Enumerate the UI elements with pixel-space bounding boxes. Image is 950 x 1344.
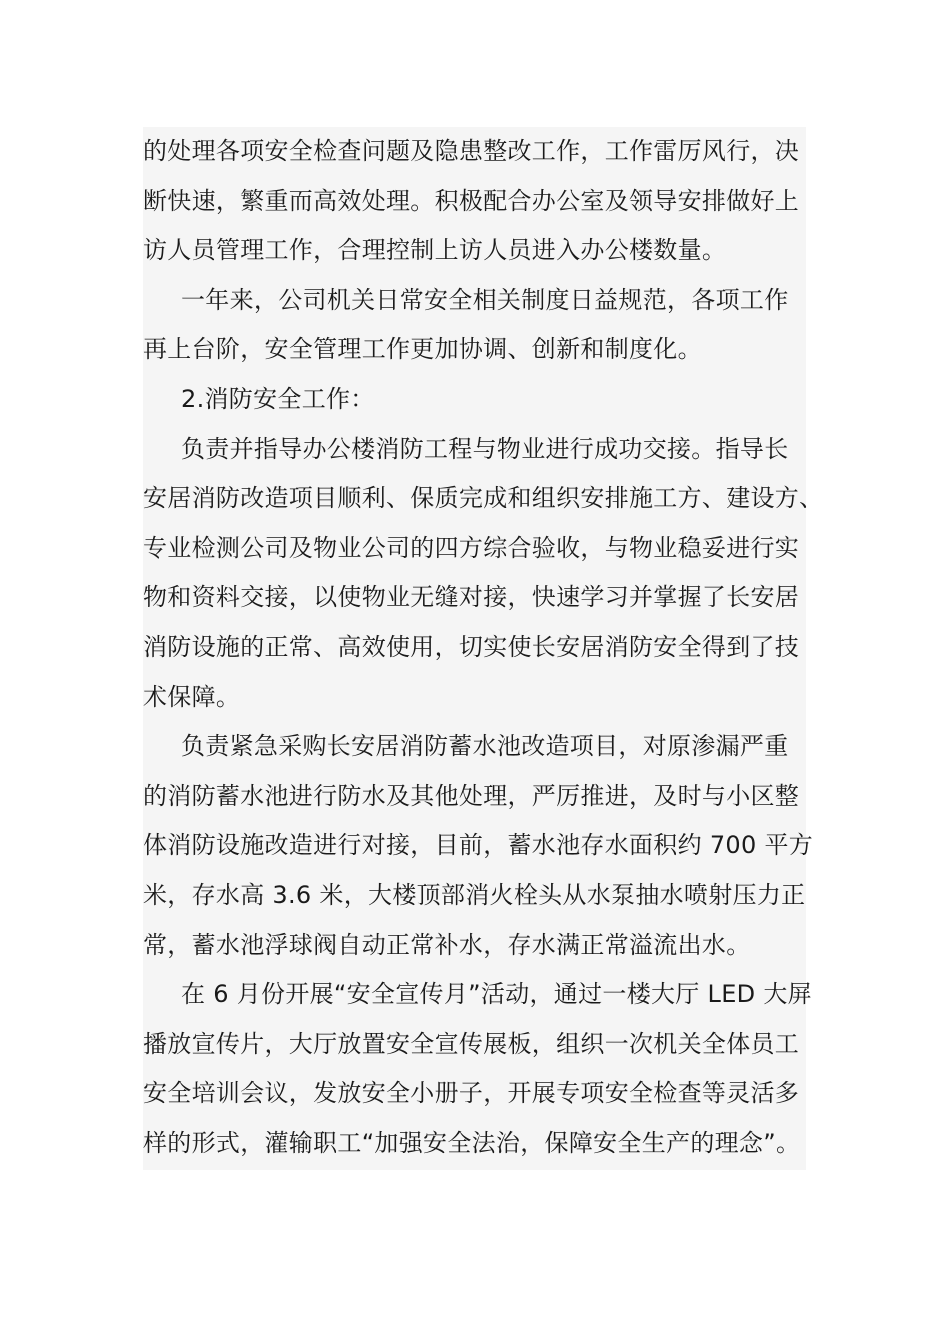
text-line: 访人员管理工作，合理控制上访人员进入办公楼数量。 xyxy=(143,236,727,265)
text-line: 2.消防安全工作： xyxy=(181,385,375,413)
text-line: 的消防蓄水池进行防水及其他处理，严厉推进，及时与小区整 xyxy=(143,781,800,810)
text-line: 术保障。 xyxy=(143,682,241,711)
text-line: 负责紧急采购长安居消防蓄水池改造项目，对原渗漏严重 xyxy=(181,732,789,761)
text-line: 样的形式，灌输职工“加强安全法治，保障安全生产的理念”。 xyxy=(143,1129,801,1157)
text-line: 体消防设施改造进行对接，目前，蓄水池存水面积约 700 平方 xyxy=(143,831,814,860)
text-line: 物和资料交接，以使物业无缝对接，快速学习并掌握了长安居 xyxy=(143,583,800,612)
text-line: 常，蓄水池浮球阀自动正常补水，存水满正常溢流出水。 xyxy=(143,930,751,959)
text-line: 的处理各项安全检查问题及隐患整改工作，工作雷厉风行，决 xyxy=(143,137,800,165)
text-line: 负责并指导办公楼消防工程与物业进行成功交接。指导长 xyxy=(181,434,789,463)
text-line: 一年来，公司机关日常安全相关制度日益规范，各项工作 xyxy=(181,285,789,314)
body-text-block xyxy=(143,127,824,1170)
text-line: 播放宣传片，大厅放置安全宣传展板，组织一次机关全体员工 xyxy=(143,1029,800,1058)
text-line: 在 6 月份开展“安全宣传月”活动，通过一楼大厅 LED 大屏 xyxy=(181,980,812,1009)
text-line: 再上台阶，安全管理工作更加协调、创新和制度化。 xyxy=(143,335,702,364)
text-line: 安居消防改造项目顺利、保质完成和组织安排施工方、建设方、 xyxy=(143,484,824,513)
text-line: 米，存水高 3.6 米，大楼顶部消火栓头从水泵抽水喷射压力正 xyxy=(143,881,806,909)
text-line: 消防设施的正常、高效使用，切实使长安居消防安全得到了技 xyxy=(143,633,800,661)
text-line: 安全培训会议，发放安全小册子，开展专项安全检查等灵活多 xyxy=(143,1079,800,1108)
text-line: 断快速，繁重而高效处理。积极配合办公室及领导安排做好上 xyxy=(143,186,800,215)
text-line: 专业检测公司及物业公司的四方综合验收，与物业稳妥进行实 xyxy=(143,533,800,562)
